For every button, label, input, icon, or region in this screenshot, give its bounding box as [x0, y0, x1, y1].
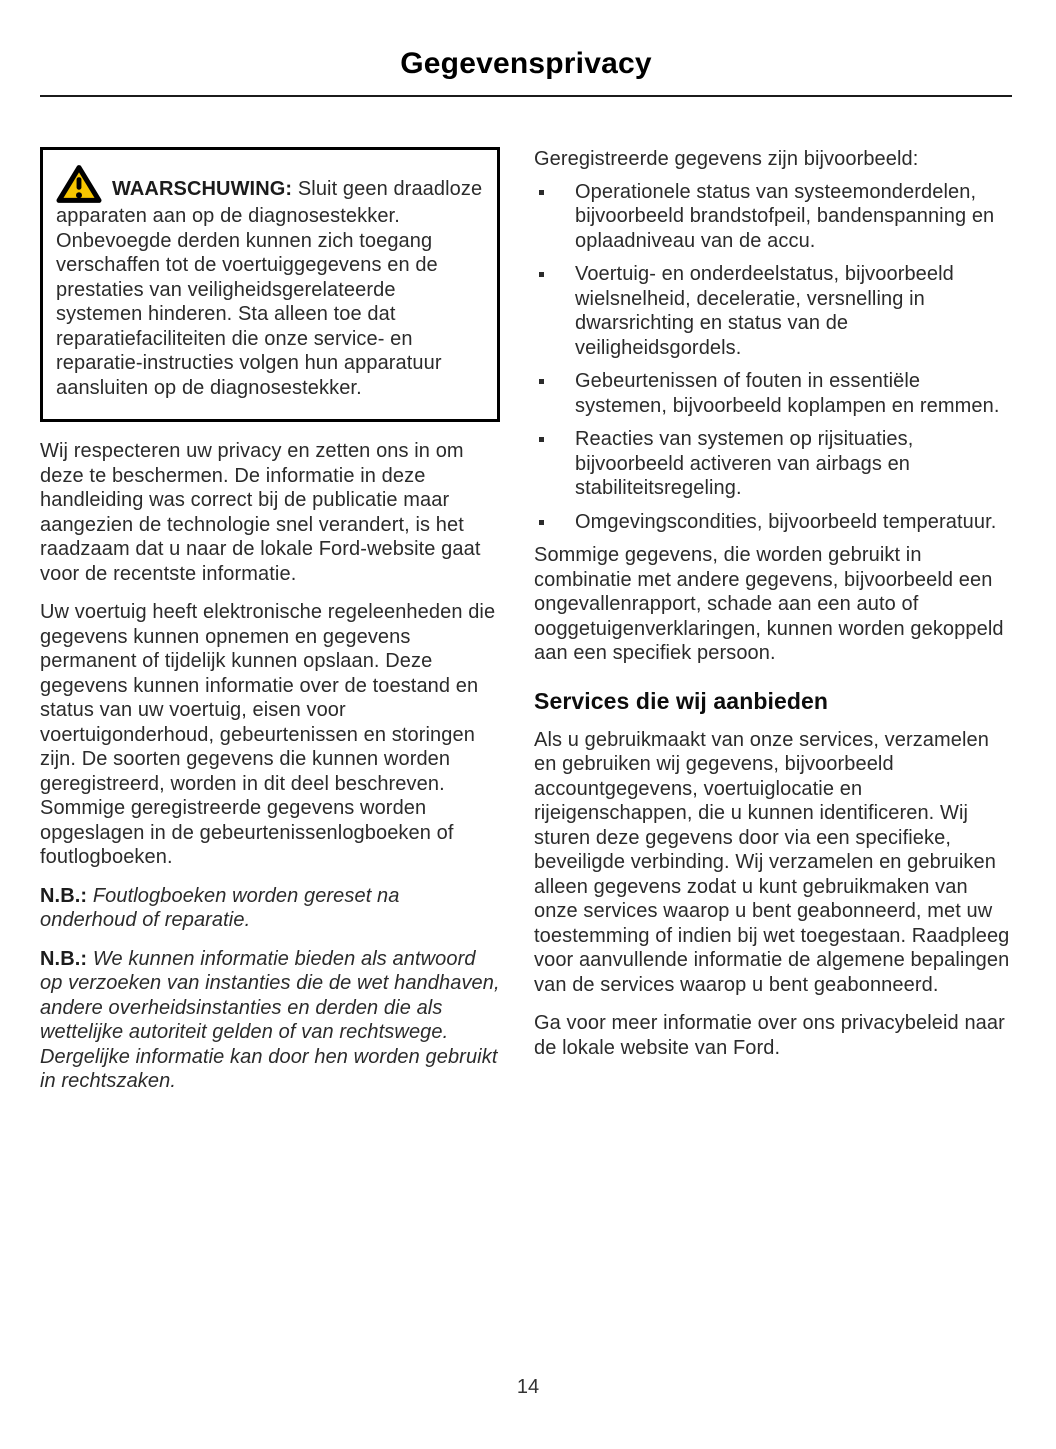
warning-label: WAARSCHUWING: [112, 178, 293, 200]
bullet-dot [539, 190, 544, 195]
list-item-text: Reacties van systemen op rijsituaties, bijvoorbeeld activeren van airbags en stabiliteitsregeling. [575, 428, 914, 499]
paragraph: Ga voor meer informatie over ons privacybeleid naar de lokale website van Ford. [534, 1012, 1005, 1059]
list-item [534, 180, 1012, 254]
list-item [534, 262, 1012, 360]
paragraph: Als u gebruikmaakt van onze services, verzamelen en gebruiken wij gegevens, bijvoorbeeld accountgegevens, voertuiglocatie en rijeigenschappen, die u kunnen identificeren. Wij sturen deze gegevens door via een specifieke, beveiligde verbinding. Wij verzamelen en gebruiken alleen gegevens zodat u kunt gebruikmaken van onze services waarop u bent geabonneerd, met uw toestemming of indien bij wet toegestaan. Raadpleeg voor aanvullende informatie de algemene bepalingen van de services waarop u bent geabonneerd. [534, 728, 1010, 996]
paragraph: Wij respecteren uw privacy en zetten ons in om deze te beschermen. De informatie in deze handleiding was correct bij de publicatie maar aangezien de technologie snel verandert, is het raadzaam dat u naar de lokale Ford-website gaat voor de recentste informatie. [40, 440, 481, 585]
note [40, 947, 500, 1094]
title-rule [40, 95, 1012, 97]
paragraph: Uw voertuig heeft elektronische regeleenheden die gegevens kunnen opnemen en gegevens permanent of tijdelijk kunnen opslaan. Deze gegevens kunnen informatie over de toestand en status van uw voertuig, eisen voor voertuigonderhoud, gebeurtenissen en storingen zijn. De soorten gegevens die kunnen worden geregistreerd, worden in dit deel beschreven. Sommige geregistreerde gegevens worden opgeslagen in de gebeurtenissenlogboeken of foutlogboeken. [40, 601, 496, 868]
list-item [534, 427, 1012, 501]
page-title: Gegevensprivacy [400, 47, 652, 80]
bullet-list [534, 180, 1012, 535]
note-label: N.B.: [40, 884, 88, 907]
intro-line: Geregistreerde gegevens zijn bijvoorbeeld: [534, 148, 919, 170]
list-item-text: Gebeurtenissen of fouten in essentiële systemen, bijvoorbeeld koplampen en remmen. [575, 370, 1000, 417]
warning-box [40, 147, 500, 422]
note-text: We kunnen informatie bieden als antwoord op verzoeken van instanties die de wet handhaven, andere overheidsinstanties en derden die als wettelijke autoriteit gelden of van rechtswege. Dergelijke informatie kan door hen worden gebruikt in rechtszaken. [40, 947, 500, 1092]
bullet-dot [539, 379, 544, 384]
list-item [534, 510, 1012, 535]
note-label: N.B.: [40, 947, 88, 970]
left-column [40, 147, 500, 1108]
bullet-dot [539, 520, 544, 525]
note [40, 884, 500, 933]
list-item-text: Omgevingscondities, bijvoorbeeld temperatuur. [575, 510, 997, 533]
warning-triangle-icon [56, 164, 102, 204]
list-item [534, 369, 1012, 418]
bullet-dot [539, 437, 544, 442]
bullet-dot [539, 272, 544, 277]
page-number: 14 [516, 1376, 540, 1398]
right-column [534, 147, 1012, 1108]
list-item-text: Voertuig- en onderdeelstatus, bijvoorbeeld wielsnelheid, deceleratie, versnelling in dwarsrichting en status van de veiligheidsgordels. [575, 263, 954, 359]
list-item-text: Operationele status van systeemonderdelen, bijvoorbeeld brandstofpeil, bandenspanning en oplaadniveau van de accu. [575, 180, 995, 252]
section-heading: Services die wij aanbieden [534, 687, 829, 714]
note-text: Foutlogboeken worden gereset na onderhoud of reparatie. [40, 884, 400, 931]
warning-text: Sluit geen draadloze apparaten aan op de diagnosestekker. Onbevoegde derden kunnen zich toegang verschaffen tot de voertuiggegevens en de prestaties van veiligheidsgerelateerde systemen hinderen. Sta alleen toe dat reparatiefaciliteiten die onze service- en reparatie-instructies volgen hun apparatuur aansluiten op de diagnosestekker. [56, 178, 483, 399]
content-columns [40, 147, 1012, 1108]
paragraph: Sommige gegevens, die worden gebruikt in combinatie met andere gegevens, bijvoorbeeld een ongevallenrapport, schade aan een auto of ooggetuigenverklaringen, kunnen worden gekoppeld aan een specifiek persoon. [534, 544, 1004, 664]
page-header [40, 46, 1012, 97]
